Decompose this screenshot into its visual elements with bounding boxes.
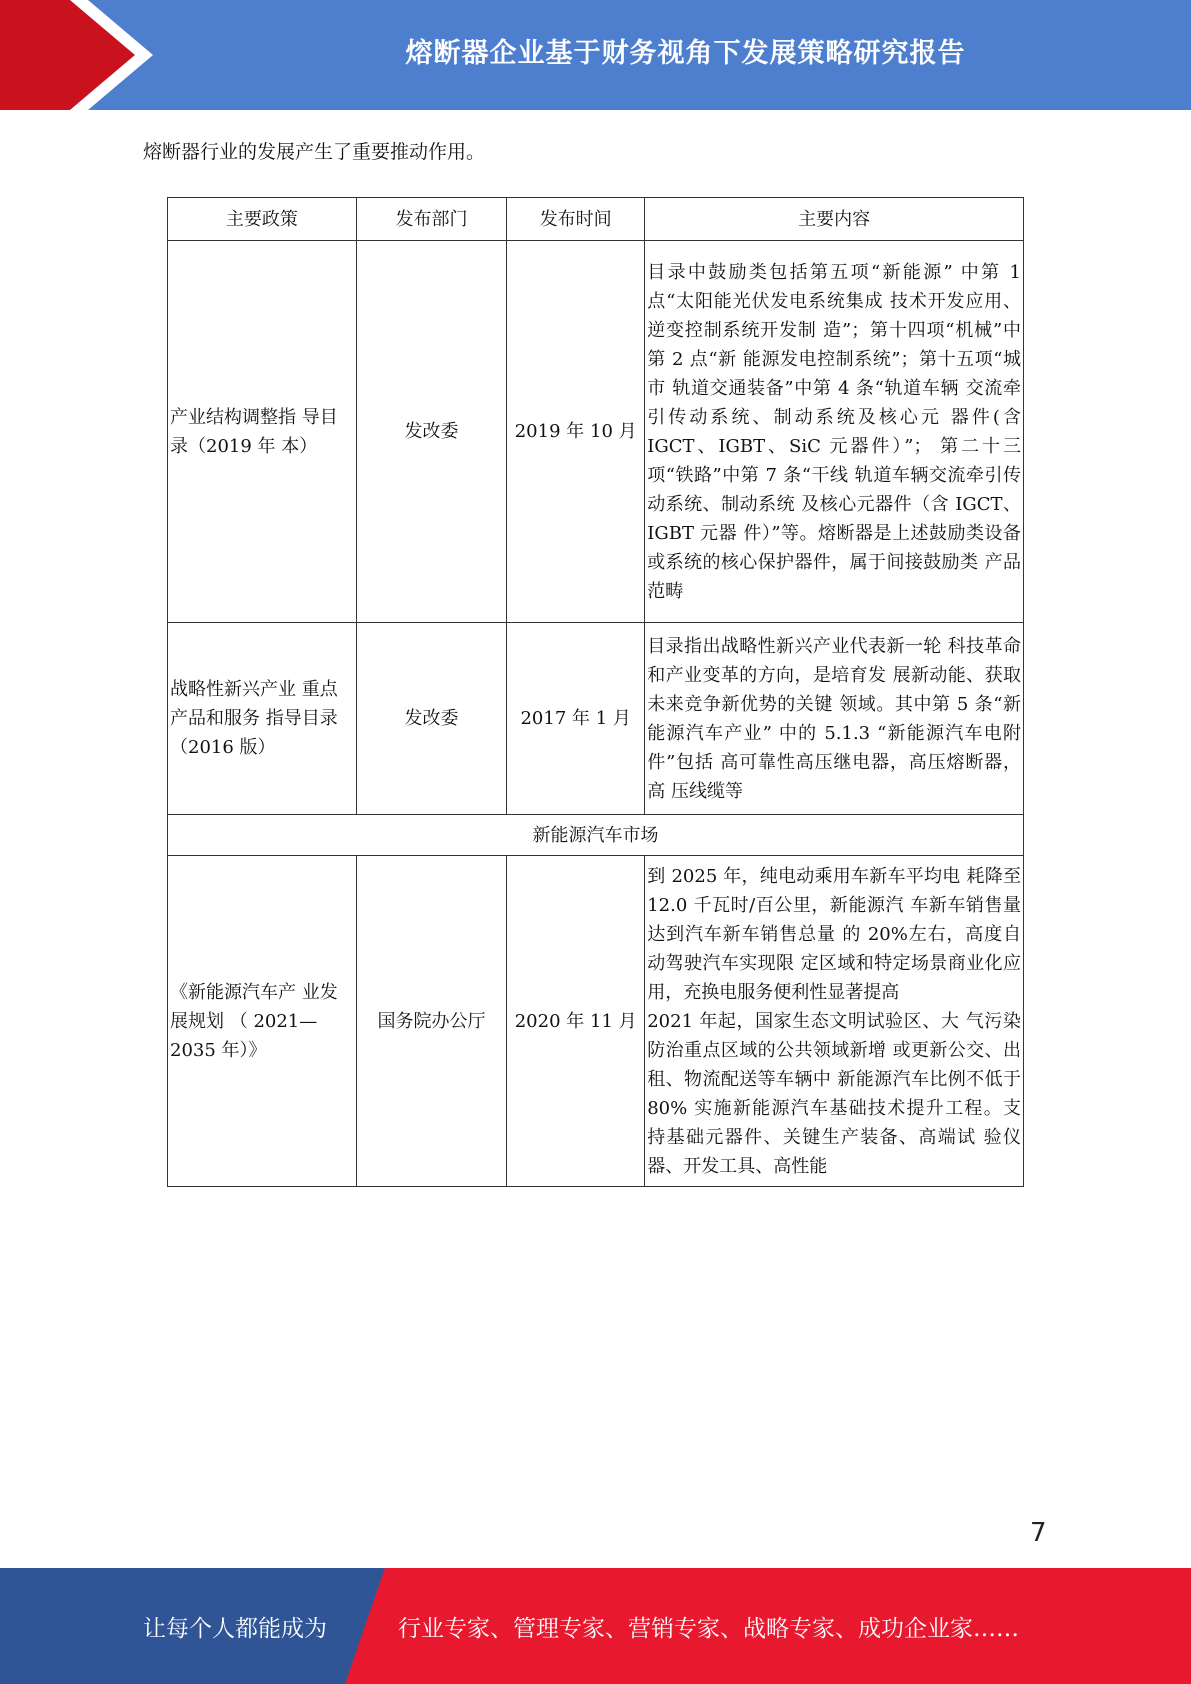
policy-department: 发改委	[356, 623, 506, 815]
policy-name: 战略性新兴产业 重点产品和服务 指导目录（2016 版）	[168, 623, 357, 815]
intro-paragraph: 熔断器行业的发展产生了重要推动作用。	[143, 141, 486, 163]
policy-name: 《新能源汽车产 业发展规划 （ 2021—2035 年）》	[168, 856, 357, 1187]
policy-table	[167, 197, 1024, 1187]
policy-content: 目录指出战略性新兴产业代表新一轮 科技革命和产业变革的方向，是培育发 展新动能、获取未来竞争新优势的关键 领域。其中第 5 条“新能源汽车产业” 中的 5.1.3 “新能源汽车电附件”包括 高可靠性高压继电器，高压熔断器，高 压线缆等	[645, 623, 1024, 815]
policy-content	[645, 856, 1024, 1187]
footer-slogan-right: 行业专家、管理专家、营销专家、战略专家、成功企业家……	[398, 1615, 1019, 1642]
section-row	[168, 815, 1024, 856]
policy-content-part-2: 2021 年起，国家生态文明试验区、大 气污染防治重点区域的公共领域新增 或更新公交、出租、物流配送等车辆中 新能源汽车比例不低于 80% 实施新能源汽车基础技术提升工程。支 持基础元器件、关键生产装备、高端试 验仪器、开发工具、高性能	[647, 1010, 1021, 1177]
page-number: 7	[1030, 1518, 1047, 1548]
footer-slogan-left: 让每个人都能成为	[143, 1615, 327, 1642]
footer-banner	[0, 1568, 1191, 1684]
table-row	[168, 856, 1024, 1187]
header-policy: 主要政策	[168, 198, 357, 241]
policy-content-part-1: 到 2025 年，纯电动乘用车新车平均电 耗降至 12.0 千瓦时/百公里，新能源汽 车新车销售量达到汽车新车销售总量 的 20%左右，高度自动驾驶汽车实现限 定区域和特定场景商业化应用，充换电服务便利性显著提高	[647, 865, 1021, 1003]
policy-date: 2017 年 1 月	[507, 623, 645, 815]
policy-date: 2019 年 10 月	[507, 241, 645, 623]
header-date: 发布时间	[507, 198, 645, 241]
policy-content: 目录中鼓励类包括第五项“新能源” 中第 1 点“太阳能光伏发电系统集成 技术开发应用、逆变控制系统开发制 造”；第十四项“机械”中第 2 点“新 能源发电控制系统”；第十五项“城市 轨道交通装备”中第 4 条“轨道车辆 交流牵引传动系统、制动系统及核心元 器件(含 IGCT、IGBT、SiC 元器件）”； 第二十三项“铁路”中第 7 条“干线 轨道车辆交流牵引传动系统、制动系统 及核心元器件（含 IGCT、IGBT 元器 件）”等。熔断器是上述鼓励类设备或系统的核心保护器件，属于间接鼓励类 产品范畴	[645, 241, 1024, 623]
section-label: 新能源汽车市场	[168, 815, 1024, 856]
report-title: 熔断器企业基于财务视角下发展策略研究报告	[405, 37, 966, 69]
header-department: 发布部门	[356, 198, 506, 241]
policy-department: 发改委	[356, 241, 506, 623]
policy-name: 产业结构调整指 导目录（2019 年 本）	[168, 241, 357, 623]
table-row	[168, 623, 1024, 815]
header-banner	[0, 0, 1191, 110]
policy-department: 国务院办公厅	[356, 856, 506, 1187]
policy-date: 2020 年 11 月	[507, 856, 645, 1187]
table-header-row	[168, 198, 1024, 241]
table-row	[168, 241, 1024, 623]
header-content: 主要内容	[645, 198, 1024, 241]
